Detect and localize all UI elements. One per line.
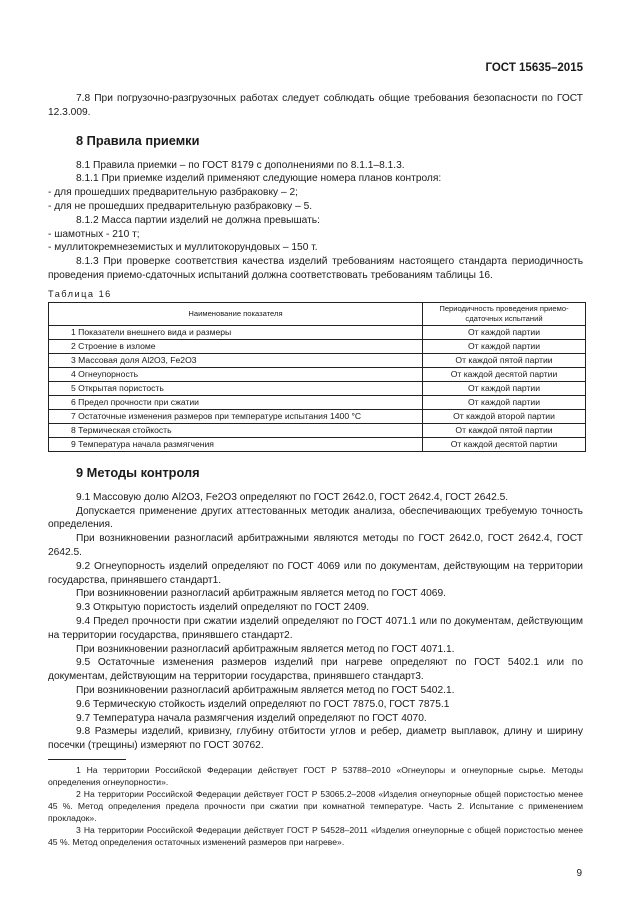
paragraph-8-1-2: 8.1.2 Масса партии изделий не должна превышать: [76,214,320,226]
paragraph-9-4-arbitration: При возникновении разногласий арбитражным является метод по ГОСТ 4071.1. [76,643,455,655]
table-row [49,367,586,381]
paragraph-8-1-3: 8.1.3 При проверке соответствия качества изделий требованиям настоящего стандарта периодичность проведения приемо-сдаточных испытаний должна соответствовать требованиям таблицы 16. [48,256,583,281]
paragraph-8-1: 8.1 Правила приемки – по ГОСТ 8179 с дополнениями по 8.1.1–8.1.3. [76,159,405,171]
table-row [49,395,586,409]
table-header-periodicity: Периодичность проведения приемо-сдаточных испытаний [423,302,586,325]
document-code: ГОСТ 15635–2015 [485,62,583,74]
table-16 [48,302,586,452]
table-row [49,437,586,451]
paragraph-9-1-arbitration: При возникновении разногласий арбитражными являются методы по ГОСТ 2642.0, ГОСТ 2642.4, ГОСТ 2642.5. [48,533,583,558]
footnote-1: 1 На территории Российской Федерации действует ГОСТ Р 53788–2010 «Огнеупоры и огнеупорные сырье. Методы определения огнеупорности». [48,764,583,787]
table-row [49,423,586,437]
table-header-row [49,302,586,325]
section-8-title: 8 Правила приемки [76,132,200,148]
table-cell-periodicity: От каждой десятой партии [423,437,586,451]
table-row [49,339,586,353]
section-9-title: 9 Методы контроля [76,464,200,480]
paragraph-8-1-1: 8.1.1 При приемке изделий применяют следующие номера планов контроля: [76,173,442,185]
table-cell-indicator: 6 Предел прочности при сжатии [49,395,423,409]
page-content [48,92,583,848]
table-caption: Таблица 16 [48,288,112,299]
table-cell-periodicity: От каждой пятой партии [423,353,586,367]
table-row [49,409,586,423]
table-row [49,353,586,367]
table-cell-indicator: 3 Массовая доля Al2O3, Fe2O3 [49,353,423,367]
table-cell-indicator: 7 Остаточные изменения размеров при температуре испытания 1400 °С [49,409,423,423]
table-cell-periodicity: От каждой десятой партии [423,367,586,381]
list-item-mullite: - муллитокремнеземистых и муллитокорундовых – 150 т. [48,242,318,254]
paragraph-9-1: 9.1 Массовую долю Al2O3, Fe2O3 определяют по ГОСТ 2642.0, ГОСТ 2642.4, ГОСТ 2642.5. [76,491,509,503]
table-cell-periodicity: От каждой второй партии [423,409,586,423]
table-cell-periodicity: От каждой пятой партии [423,423,586,437]
table-cell-periodicity: От каждой партии [423,325,586,339]
table-cell-indicator: 2 Строение в изломе [49,339,423,353]
paragraph-9-8: 9.8 Размеры изделий, кривизну, глубину отбитости углов и ребер, диаметр выплавок, длину и ширину посечки (трещины) измеряют по ГОСТ 30762. [48,726,583,752]
paragraph-9-2-arbitration: При возникновении разногласий арбитражным является метод по ГОСТ 4069. [76,588,446,600]
table-cell-indicator: 1 Показатели внешнего вида и размеры [49,325,423,339]
paragraph-9-3: 9.3 Открытую пористость изделий определяют по ГОСТ 2409. [76,602,370,614]
table-cell-indicator: 8 Термическая стойкость [49,423,423,437]
table-cell-indicator: 4 Огнеупорность [49,367,423,381]
table-cell-periodicity: От каждой партии [423,381,586,395]
list-item-plan-2: - для прошедших предварительную разбраковку – 2; [48,187,298,199]
table-row [49,325,586,339]
table-cell-indicator: 9 Температура начала размягчения [49,437,423,451]
paragraph-7-8: 7.8 При погрузочно-разгрузочных работах следует соблюдать общие требования безопасности по ГОСТ 12.3.009. [48,93,583,118]
footnote-3: 3 На территории Российской Федерации действует ГОСТ Р 54528–2011 «Изделия огнеупорные с общей пористостью менее 45 %. Метод определения остаточных изменений размеров при нагреве». [48,824,583,847]
footnote-2: 2 На территории Российской Федерации действует ГОСТ Р 53065.2–2008 «Изделия огнеупорные общей пористостью менее 45 %. Метод определения предела прочности при сжатии при комнатной температуре. Часть 2. Испытание с применением прокладок». [48,788,583,823]
table-cell-periodicity: От каждой партии [423,395,586,409]
table-row [49,381,586,395]
list-item-chamotte: - шамотных - 210 т; [48,228,140,240]
table-cell-periodicity: От каждой партии [423,339,586,353]
table-cell-indicator: 5 Открытая пористость [49,381,423,395]
paragraph-9-4: 9.4 Предел прочности при сжатии изделий определяют по ГОСТ 4071.1 или по документам, действующим на территории государства, принявшего стандарт2. [48,615,583,641]
table-header-name: Наименование показателя [49,302,423,325]
footnotes [48,764,583,848]
paragraph-9-5: 9.5 Остаточные изменения размеров изделий при нагреве определяют по ГОСТ 5402.1 или по документам, действующим на территории государства, принявшего стандарт3. [48,657,583,683]
page-number: 9 [576,868,582,879]
paragraph-9-1-alt: Допускается применение других аттестованных методик анализа, обеспечивающих требуемую точность определения. [48,505,583,531]
footnote-divider [48,759,126,760]
paragraph-9-2: 9.2 Огнеупорность изделий определяют по ГОСТ 4069 или по документам, действующим на территории государства, принявшего стандарт1. [48,560,583,586]
paragraph-9-5-arbitration: При возникновении разногласий арбитражным является метод по ГОСТ 5402.1. [76,684,455,696]
paragraph-9-7: 9.7 Температура начала размягчения изделий определяют по ГОСТ 4070. [76,712,427,724]
list-item-plan-5: - для не прошедших предварительную разбраковку – 5. [48,200,313,212]
paragraph-9-6: 9.6 Термическую стойкость изделий определяют по ГОСТ 7875.0, ГОСТ 7875.1 [76,698,450,710]
